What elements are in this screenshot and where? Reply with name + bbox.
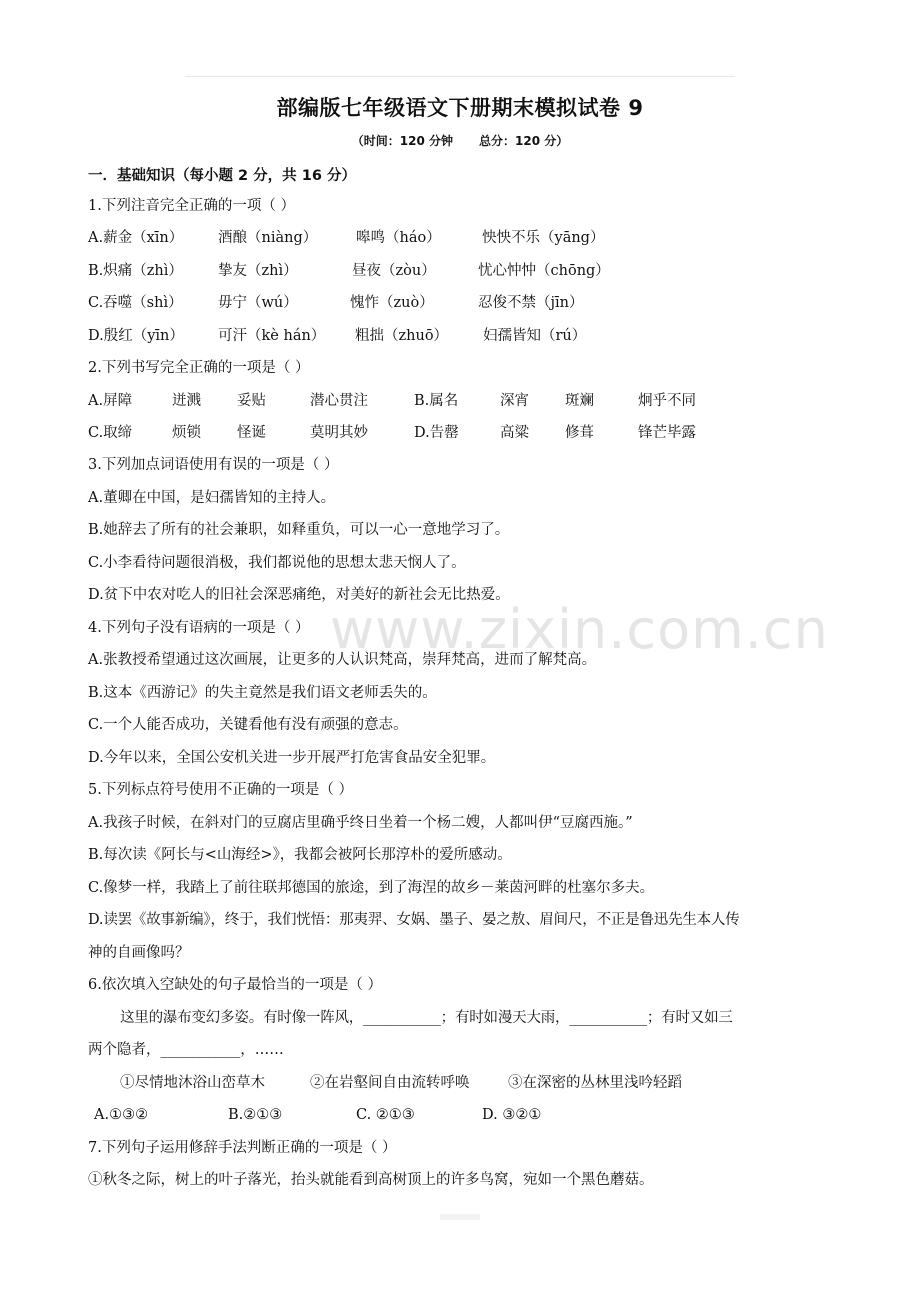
option-item: 潜心贯注 xyxy=(310,393,368,409)
option-item: 莫明其妙 xyxy=(310,425,368,441)
question-2-stem: 2.下列书写完全正确的一项是（ ） xyxy=(88,360,310,376)
option-item: 斑斓 xyxy=(565,393,594,409)
question-5-stem: 5.下列标点符号使用不正确的一项是（ ） xyxy=(88,782,353,798)
option-item: 毋宁（wú） xyxy=(218,295,298,311)
page-title: 部编版七年级语文下册期末模拟试卷 9 xyxy=(276,96,644,120)
question-7-stem: 7.下列句子运用修辞手法判断正确的一项是（ ） xyxy=(88,1140,397,1156)
option-item: C.取缔 xyxy=(88,425,133,441)
section-heading: 一．基础知识（每小题 2 分，共 16 分） xyxy=(88,168,356,184)
question-5-option-b: B.每次读《阿长与<山海经>》，我都会被阿长那淳朴的爱所感动。 xyxy=(88,847,512,863)
option-item: 深宵 xyxy=(500,393,529,409)
option-item: A.薪金（xīn） xyxy=(88,230,184,246)
question-5-option-c: C.像梦一样，我踏上了前往联邦德国的旅途，到了海涅的故乡－莱茵河畔的杜塞尔多夫。 xyxy=(88,880,655,896)
option-item: 烦锁 xyxy=(172,425,201,441)
question-4-option-d: D.今年以来，全国公安机关进一步开展严打危害食品安全犯罪。 xyxy=(88,750,496,766)
question-4-option-c: C.一个人能否成功，关键看他有没有顽强的意志。 xyxy=(88,717,408,733)
option-item: C. ②①③ xyxy=(356,1107,415,1123)
option-item: 挚友（zhì） xyxy=(218,263,298,279)
question-3-option-a: A.董卿在中国，是妇孺皆知的主持人。 xyxy=(88,490,336,506)
question-4-option-b: B.这本《西游记》的失主竟然是我们语文老师丢失的。 xyxy=(88,685,437,701)
watermark: www.zixin.com.cn xyxy=(330,598,829,661)
question-3-stem: 3.下列加点词语使用有误的一项是（ ） xyxy=(88,457,339,473)
option-item: 怪诞 xyxy=(237,425,266,441)
question-6-stem: 6.依次填入空缺处的句子最恰当的一项是（ ） xyxy=(88,977,382,993)
option-item: 迸溅 xyxy=(172,393,201,409)
option-item: A.屏障 xyxy=(88,393,133,409)
exam-info xyxy=(0,132,920,149)
option-item: 可汗（kè hán） xyxy=(218,328,326,344)
question-1-stem: 1.下列注音完全正确的一项（ ） xyxy=(88,198,295,214)
question-5-option-d: D.读罢《故事新编》，终于，我们恍悟：那夷羿、女娲、墨子、晏之敖、眉间尺，不正是鲁迅先生本人传 xyxy=(88,912,740,928)
option-item: B.炽痛（zhì） xyxy=(88,263,183,279)
option-item: ①尽情地沐浴山峦草木 xyxy=(120,1075,265,1091)
question-3-option-d: D.贫下中农对吃人的旧社会深恶痛绝，对美好的新社会无比热爱。 xyxy=(88,587,510,603)
option-item: A.①③② xyxy=(94,1107,149,1123)
question-7-sentence-1: ①秋冬之际，树上的叶子落光，抬头就能看到高树顶上的许多鸟窝，宛如一个黑色蘑菇。 xyxy=(88,1172,654,1188)
question-3-option-b: B.她辞去了所有的社会兼职，如释重负，可以一心一意地学习了。 xyxy=(88,522,510,538)
option-item: ③在深密的丛林里浅吟轻蹈 xyxy=(508,1075,682,1091)
option-item: 妥贴 xyxy=(237,393,266,409)
question-5-option-d-cont: 神的自画像吗？ xyxy=(88,945,190,961)
option-item: D.殷红（yīn） xyxy=(88,328,184,344)
option-item: ②在岩壑间自由流转呼唤 xyxy=(310,1075,470,1091)
option-item: 妇孺皆知（rú） xyxy=(483,328,587,344)
option-item: 昼夜（zòu） xyxy=(352,263,436,279)
option-item: D.告罄 xyxy=(414,425,459,441)
option-item: 酒酿（niàng） xyxy=(218,230,318,246)
option-item: 忧心忡忡（chōng） xyxy=(478,263,610,279)
option-item: 炯乎不同 xyxy=(638,393,696,409)
option-item: 愧怍（zuò） xyxy=(350,295,434,311)
question-3-option-c: C.小李看待问题很消极，我们都说他的思想太悲天悯人了。 xyxy=(88,555,466,571)
option-item: 嗥鸣（háo） xyxy=(356,230,441,246)
option-item: 高粱 xyxy=(500,425,529,441)
question-6-passage: 这里的瀑布变幻多姿。有时像一阵风，___________；有时如漫天大雨，___________；有时又如三 xyxy=(120,1010,733,1026)
option-item: 修葺 xyxy=(565,425,594,441)
option-item: 怏怏不乐（yāng） xyxy=(482,230,605,246)
header-rule xyxy=(185,76,735,77)
option-item: B.②①③ xyxy=(228,1107,283,1123)
option-item: C.吞噬（shì） xyxy=(88,295,183,311)
option-item: B.属名 xyxy=(414,393,459,409)
question-4-stem: 4.下列句子没有语病的一项是（ ） xyxy=(88,620,310,636)
option-item: 粗拙（zhuō） xyxy=(355,328,449,344)
option-item: D. ③②① xyxy=(482,1107,542,1123)
footer-mark xyxy=(440,1214,480,1220)
exam-time: （时间：120 分钟 xyxy=(351,134,453,148)
question-6-passage-cont: 两个隐者，___________，…… xyxy=(88,1042,284,1058)
option-item: 锋芒毕露 xyxy=(638,425,696,441)
question-5-option-a: A.我孩子时候，在斜对门的豆腐店里确乎终日坐着一个杨二嫂，人都叫伊“豆腐西施。” xyxy=(88,815,633,831)
exam-score: 总分：120 分） xyxy=(479,134,569,148)
option-item: 忍俊不禁（jīn） xyxy=(478,295,584,311)
question-4-option-a: A.张教授希望通过这次画展，让更多的人认识梵高，崇拜梵高，进而了解梵高。 xyxy=(88,652,597,668)
